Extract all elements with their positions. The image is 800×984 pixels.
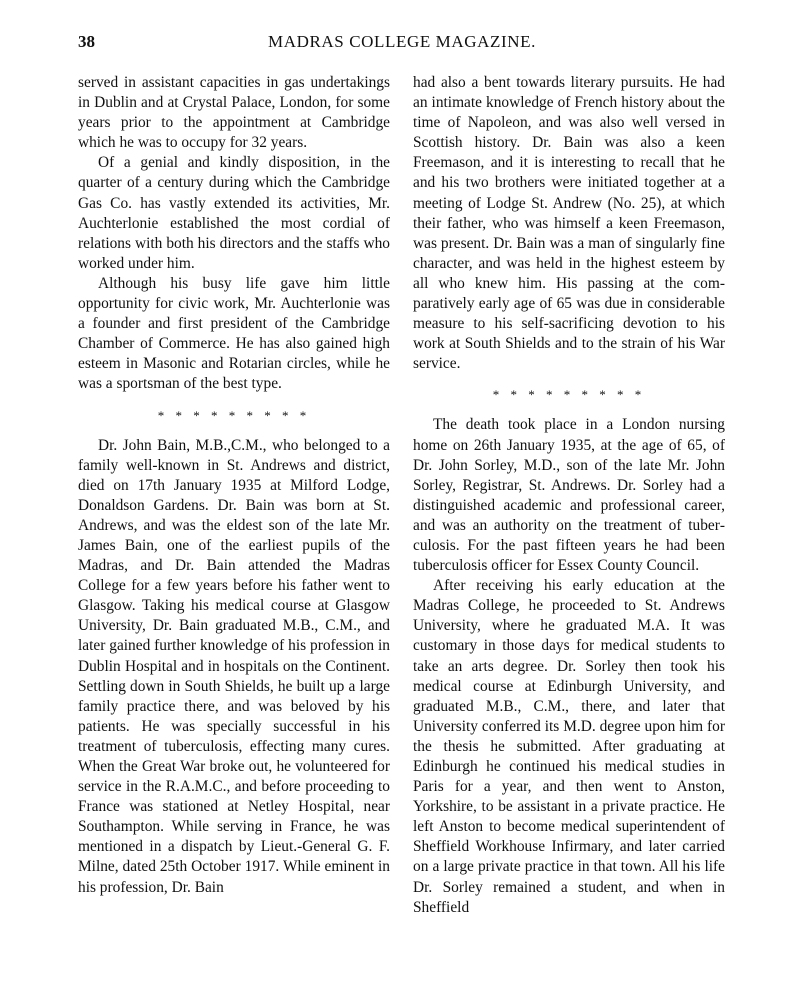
left-column xyxy=(78,73,390,898)
section-separator: * * * * * * * * * xyxy=(492,387,646,403)
paragraph-auchterlonie-career: served in assistant capacities in gas undertakings in Dublin and at Crystal Palace, London, for some years prior to the appointment at Cambridge which he was to occupy for 32 years. xyxy=(78,74,390,152)
paragraph-sorley-education: After receiving his early education at the Madras College, he proceeded to St. Andrews University, where he graduated M.A. It was customary in those days for medical students to take an arts degree. Dr. Sorley then took his medical course at Edinburgh University, and graduated M.B., C.M., there, and later that University conferred its M.D. degree upon him for the thesis he submitted. After graduating at Edinburgh he continued his medical studies in Paris for a year, and then went to Anston, Yorkshire, to be assistant in a private practice. He left Anston to become medical superintendent of Sheffield Workhouse Infirmary, and later carried on a large private practice in that town. All his life Dr. Sorley remained a student, and when in Sheffield xyxy=(413,577,725,916)
paragraph-sorley-obituary: The death took place in a London nursing home on 26th January 1935, at the age of 65, of Dr. John Sorley, M.D., son of the late Mr. John Sorley, Registrar, St. Andrews. Dr. Sorley had a distinguished academic and professional career, and was an authority on the treatment of tuberculosis. For the past fifteen years he had been tuberculosis officer for Essex County Council. xyxy=(413,416,725,575)
right-column xyxy=(413,73,725,918)
page-header xyxy=(78,32,726,58)
page-number: 38 xyxy=(78,32,95,51)
paragraph-auchterlonie-civic: Although his busy life gave him little opportunity for civic work, Mr. Auchterlonie was a founder and first president of the Cambridge Chamber of Commerce. He has also gained high esteem in Masonic and Rotarian circles, while he was a sportsman of the best type. xyxy=(78,274,390,393)
section-separator: * * * * * * * * * xyxy=(157,407,311,423)
running-title: MADRAS COLLEGE MAGAZINE. xyxy=(268,32,536,51)
paragraph-bain-obituary: Dr. John Bain, M.B.,C.M., who belonged to a family well-known in St. Andrews and district, died on 17th January 1935 at Milford Lodge, Donaldson Gardens. Dr. Bain was born at St. Andrews, and was the eldest son of the late Mr. James Bain, one of the earliest pupils of the Madras, and Dr. Bain attended the Madras College for a few years before his father went to Glasgow. Taking his medical course at Glasgow University, Dr. Bain graduated M.B., C.M., and later gained further knowledge of his profession in Dublin Hospital and in hospitals on the Continent. Settling down in South Shields, he built up a large family practice there, and was beloved by his patients. He was specially successful in his treatment of tuberculosis, effecting many cures. When the Great War broke out, he volunteered for service in the R.A.M.C., and before proceeding to France was stationed at Netley Hospital, near Southampton. While serving in France, he was mentioned in a dispatch by Lieut.-General G. F. Milne, dated 25th October 1917. While eminent in his profession, Dr. Bain xyxy=(78,436,390,896)
paragraph-auchterlonie-disposition: Of a genial and kindly disposition, in the quarter of a century during which the Cambridge Gas Co. has vastly extended its activities, Mr. Auchterlonie established the most cordial of relations with both his directors and the staffs who worked under him. xyxy=(78,154,390,272)
paragraph-bain-continued: had also a bent towards literary pursuits. He had an intimate knowledge of French history about the time of Napoleon, and was also well versed in Scottish history. Dr. Bain was also a keen Freemason, and it is interesting to recall that he and his two brothers were initiated together at a meeting of Lodge St. Andrew (No. 25), at which their father, who was himself a keen Freemason, was present. Dr. Bain was a man of singularly fine character, and was held in the highest esteem by all who knew him. His passing at the comparatively early age of 65 was due in considerable measure to his self-sacrificing devotion to his work at South Shields and to the strain of his War service. xyxy=(413,74,725,373)
